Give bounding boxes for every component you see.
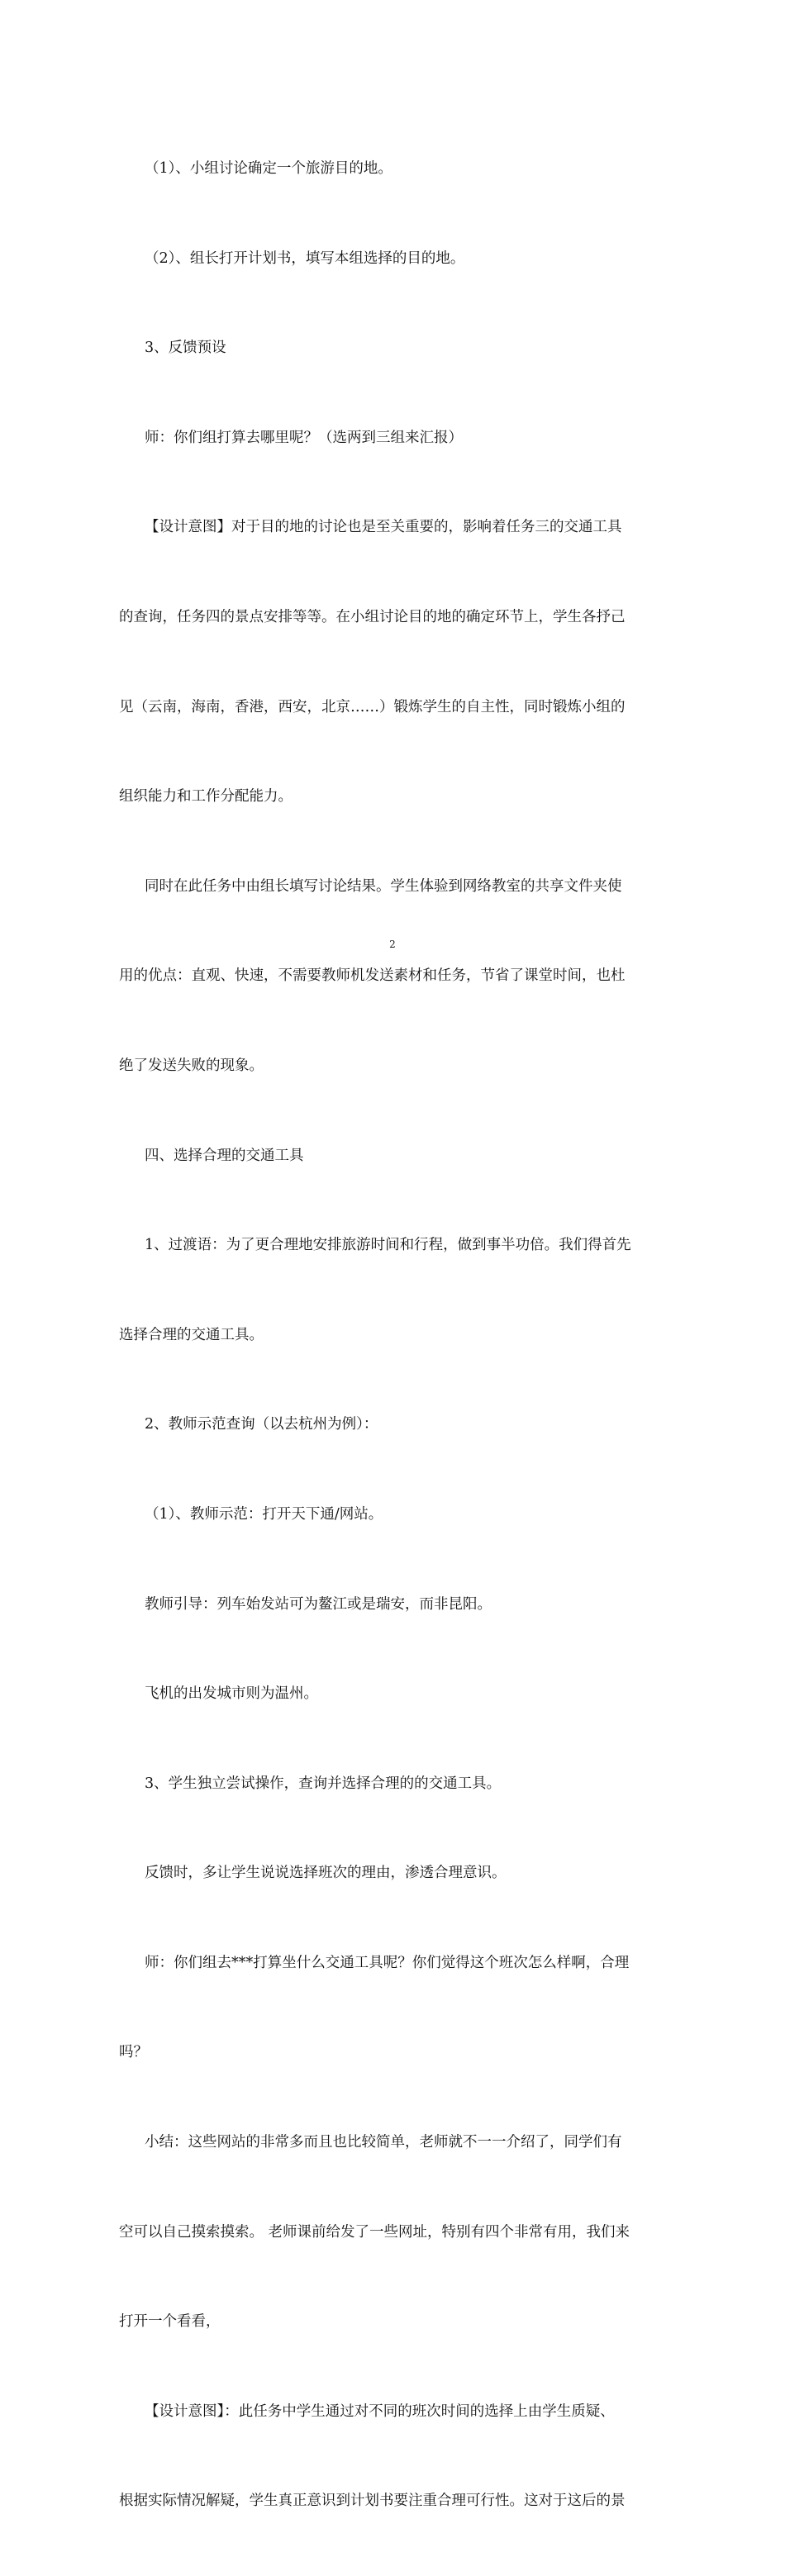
document-body (119, 94, 666, 2576)
text-line: 3、学生独立尝试操作，查询并选择合理的的交通工具。 (145, 1775, 502, 1792)
text-line: 根据实际情况解疑，学生真正意识到计划书要注重合理可行性。这对于这后的景 (119, 2493, 626, 2510)
text-line: 师：你们组打算去哪里呢？（选两到三组来汇报） (145, 429, 463, 446)
text-line: 教师引导：列车始发站可为鳌江或是瑞安，而非昆阳。 (145, 1595, 492, 1613)
text-line: 同时在此任务中由组长填写讨论结果。学生体验到网络教室的共享文件夹使 (145, 877, 622, 895)
text-line: 见（云南，海南，香港，西安，北京……）锻炼学生的自主性，同时锻炼小组的 (119, 698, 626, 715)
text-line: 1、过渡语：为了更合理地安排旅游时间和行程，做到事半功倍。我们得首先 (145, 1237, 631, 1254)
section-heading: 四、选择合理的交通工具 (145, 1147, 304, 1164)
text-line: 【设计意图】对于目的地的讨论也是至关重要的，影响着任务三的交通工具 (145, 519, 622, 536)
text-line: 用的优点：直观、快速，不需要教师机发送素材和任务，节省了课堂时间，也杜 (119, 967, 626, 985)
text-line: （1）、教师示范：打开天下通/网站。 (145, 1505, 383, 1523)
text-line: 绝了发送失败的现象。 (119, 1057, 264, 1074)
text-line: 【设计意图】：此任务中学生通过对不同的班次时间的选择上由学生质疑、 (145, 2403, 615, 2420)
text-line: 的查询，任务四的景点安排等等。在小组讨论目的地的确定环节上，学生各抒己 (119, 608, 626, 625)
text-line: 组织能力和工作分配能力。 (119, 788, 293, 806)
text-block (119, 94, 666, 2576)
text-line: 吗？ (119, 2044, 148, 2061)
page-number: 2 (389, 939, 396, 950)
text-line: 2、教师示范查询（以去杭州为例）： (145, 1416, 378, 1433)
text-line: 打开一个看看， (119, 2313, 221, 2331)
text-line: （2）、组长打开计划书，填写本组选择的目的地。 (145, 250, 465, 267)
text-line: 飞机的出发城市则为温州。 (145, 1685, 318, 1703)
text-line: 反馈时，多让学生说说选择班次的理由，渗透合理意识。 (145, 1865, 507, 1882)
text-line: 师：你们组去***打算坐什么交通工具呢？你们觉得这个班次怎么样啊，合理 (145, 1954, 630, 1971)
text-line: 小结：这些网站的非常多而且也比较简单，老师就不一一介绍了，同学们有 (145, 2134, 622, 2151)
text-line: 选择合理的交通工具。 (119, 1326, 264, 1343)
text-line: （1）、小组讨论确定一个旅游目的地。 (145, 160, 392, 177)
text-line: 3、反馈预设 (145, 340, 226, 357)
text-line: 空可以自己摸索摸索。 老师课前给发了一些网址，特别有四个非常有用，我们来 (119, 2223, 630, 2241)
